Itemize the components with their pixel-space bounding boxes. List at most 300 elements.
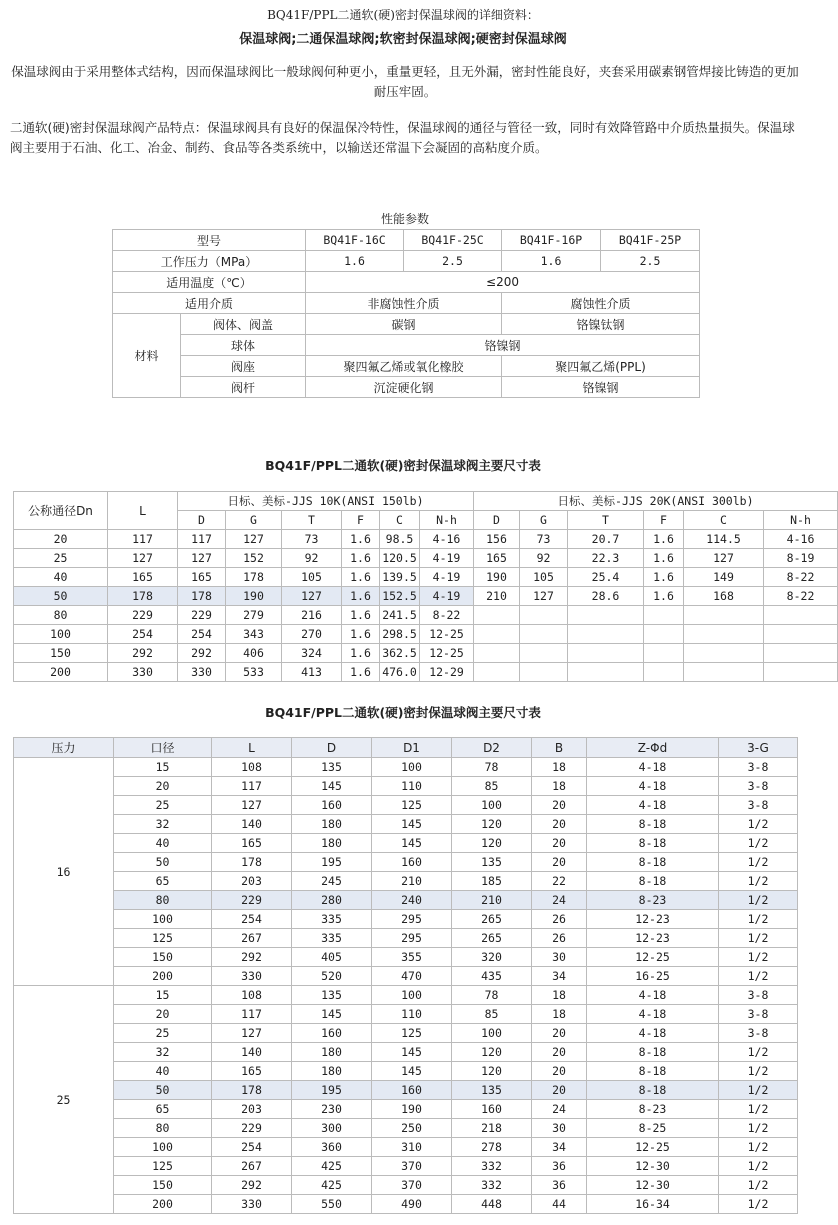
table-cell: 4-18	[587, 1005, 719, 1024]
table-cell: 160	[452, 1100, 532, 1119]
table-cell: 12-23	[587, 910, 719, 929]
table-cell	[568, 606, 644, 625]
table-cell: 1/2	[719, 910, 798, 929]
table-cell: 216	[282, 606, 342, 625]
table-cell: 20	[532, 815, 587, 834]
table-row	[14, 1195, 798, 1214]
table-cell: 4-18	[587, 1024, 719, 1043]
table-cell: 330	[178, 663, 226, 682]
table-cell: 200	[114, 1195, 212, 1214]
table-cell: 120	[452, 1043, 532, 1062]
table-cell: 12-25	[587, 1138, 719, 1157]
table-row	[14, 853, 798, 872]
table-cell: 150	[114, 1176, 212, 1195]
table-cell: 1/2	[719, 1176, 798, 1195]
medium-row	[113, 293, 700, 314]
table-cell: 92	[520, 549, 568, 568]
table-cell: 210	[372, 872, 452, 891]
medium-c: 非腐蚀性介质	[306, 293, 502, 314]
table-cell: 362.5	[380, 644, 420, 663]
table-cell: 490	[372, 1195, 452, 1214]
table-row	[14, 663, 838, 682]
table-cell: 292	[108, 644, 178, 663]
table-cell: 4-18	[587, 986, 719, 1005]
table-cell	[568, 663, 644, 682]
table-cell: 40	[14, 568, 108, 587]
table-cell: 18	[532, 986, 587, 1005]
table-row	[14, 910, 798, 929]
table-cell	[644, 625, 684, 644]
performance-caption: 性能参数	[380, 212, 429, 226]
temperature-row	[113, 272, 700, 293]
table-cell: 120	[452, 815, 532, 834]
table-cell: 139.5	[380, 568, 420, 587]
material-p: 聚四氟乙烯(PPL)	[502, 356, 700, 377]
pressure-cell: 2.5	[404, 251, 502, 272]
medium-p: 腐蚀性介质	[502, 293, 700, 314]
table-cell: 18	[532, 758, 587, 777]
table-cell	[684, 644, 764, 663]
table-cell: 1/2	[719, 1062, 798, 1081]
table-cell: 180	[292, 815, 372, 834]
table-cell: 100	[14, 625, 108, 644]
table-cell: 100	[114, 1138, 212, 1157]
table-row	[14, 1176, 798, 1195]
table-cell: 180	[292, 834, 372, 853]
table-cell: 1.6	[342, 663, 380, 682]
table-cell: 12-30	[587, 1176, 719, 1195]
table-cell: 165	[212, 834, 292, 853]
table-cell: 254	[108, 625, 178, 644]
group-header-10k: 日标、美标-JJS 10K(ANSI 150lb)	[178, 492, 474, 511]
table-cell: 300	[292, 1119, 372, 1138]
table-cell: 85	[452, 777, 532, 796]
table-cell: 120.5	[380, 549, 420, 568]
table-cell: 26	[532, 910, 587, 929]
table-row	[14, 967, 798, 986]
temperature-value: ≤200	[306, 272, 700, 293]
table-cell: 18	[532, 777, 587, 796]
table-cell: 254	[212, 1138, 292, 1157]
table-cell: 292	[212, 948, 292, 967]
table-row	[14, 948, 798, 967]
table-cell: 127	[212, 1024, 292, 1043]
table-cell: 117	[108, 530, 178, 549]
table-cell: 127	[684, 549, 764, 568]
column-header: N-h	[420, 511, 474, 530]
table-cell: 25	[14, 549, 108, 568]
table-cell: 320	[452, 948, 532, 967]
table-cell: 78	[452, 758, 532, 777]
table-cell: 180	[292, 1062, 372, 1081]
table-cell: 165	[108, 568, 178, 587]
table-cell: 1/2	[719, 929, 798, 948]
table-cell: 425	[292, 1176, 372, 1195]
table-cell: 8-22	[764, 568, 838, 587]
table-cell: 150	[114, 948, 212, 967]
table-cell: 229	[108, 606, 178, 625]
table-cell: 250	[372, 1119, 452, 1138]
table-cell: 100	[452, 1024, 532, 1043]
table-cell: 24	[532, 1100, 587, 1119]
table-cell: 100	[372, 758, 452, 777]
table-cell: 295	[372, 910, 452, 929]
table-cell: 1/2	[719, 1081, 798, 1100]
table-cell: 520	[292, 967, 372, 986]
table-cell: 160	[292, 1024, 372, 1043]
table-cell: 8-18	[587, 853, 719, 872]
column-header: T	[282, 511, 342, 530]
table-cell: 117	[212, 777, 292, 796]
table-cell: 1/2	[719, 967, 798, 986]
table-cell: 4-16	[764, 530, 838, 549]
table-cell	[520, 625, 568, 644]
table-cell: 4-19	[420, 587, 474, 606]
table-cell: 98.5	[380, 530, 420, 549]
table-cell: 240	[372, 891, 452, 910]
table-cell: 1/2	[719, 1043, 798, 1062]
table-cell: 3-8	[719, 796, 798, 815]
table-cell: 152	[226, 549, 282, 568]
table-cell: 280	[292, 891, 372, 910]
table-cell: 65	[114, 872, 212, 891]
table-cell	[764, 663, 838, 682]
table-cell: 20	[532, 1062, 587, 1081]
table-cell: 15	[114, 986, 212, 1005]
table-cell: 125	[114, 929, 212, 948]
table-cell: 3-8	[719, 1024, 798, 1043]
model-cell: BQ41F-25C	[404, 230, 502, 251]
table-cell: 4-16	[420, 530, 474, 549]
table-cell: 190	[372, 1100, 452, 1119]
table-cell: 533	[226, 663, 282, 682]
table-row	[14, 758, 798, 777]
table-cell: 1/2	[719, 1195, 798, 1214]
table-cell: 20	[114, 777, 212, 796]
dimension-table-1	[13, 491, 838, 682]
table-cell: 127	[212, 796, 292, 815]
table-row	[14, 777, 798, 796]
table-cell: 145	[292, 1005, 372, 1024]
column-header: G	[520, 511, 568, 530]
dim2-header-row	[14, 738, 798, 758]
table-cell: 145	[372, 1043, 452, 1062]
table-cell	[684, 663, 764, 682]
table-cell: 125	[114, 1157, 212, 1176]
table-cell: 1.6	[342, 644, 380, 663]
table-cell: 278	[452, 1138, 532, 1157]
table-cell: 40	[114, 834, 212, 853]
table-cell: 1/2	[719, 815, 798, 834]
table-cell: 1/2	[719, 891, 798, 910]
table-cell: 12-23	[587, 929, 719, 948]
column-header: G	[226, 511, 282, 530]
table-cell: 218	[452, 1119, 532, 1138]
table-cell: 332	[452, 1176, 532, 1195]
column-header: D	[292, 738, 372, 758]
table-cell: 8-23	[587, 891, 719, 910]
table-cell: 127	[282, 587, 342, 606]
table-row	[14, 1024, 798, 1043]
table-cell: 24	[532, 891, 587, 910]
table-cell: 360	[292, 1138, 372, 1157]
intro-paragraph: 保温球阀由于采用整体式结构，因而保温球阀比一般球阀何种更小，重量更轻，且无外漏，密封性能良好，夹套采用碳素钢管焊接比铸造的更加耐压牢固。	[11, 64, 799, 99]
table-cell: 476.0	[380, 663, 420, 682]
table-row	[14, 834, 798, 853]
table-cell: 229	[212, 1119, 292, 1138]
table-cell	[644, 644, 684, 663]
table-cell: 117	[212, 1005, 292, 1024]
table-cell: 40	[114, 1062, 212, 1081]
table-cell: 16-25	[587, 967, 719, 986]
table-cell	[520, 606, 568, 625]
table-cell: 335	[292, 929, 372, 948]
table-cell: 254	[212, 910, 292, 929]
table-cell: 149	[684, 568, 764, 587]
table-cell: 117	[178, 530, 226, 549]
table-cell: 85	[452, 1005, 532, 1024]
column-header: D	[474, 511, 520, 530]
table-cell: 343	[226, 625, 282, 644]
table-cell: 203	[212, 872, 292, 891]
table-cell: 3-8	[719, 986, 798, 1005]
table-row	[14, 606, 838, 625]
table-cell	[474, 644, 520, 663]
table-cell: 100	[452, 796, 532, 815]
table-cell: 425	[292, 1157, 372, 1176]
table-cell: 12-25	[420, 625, 474, 644]
column-header: C	[380, 511, 420, 530]
pressure-label: 工作压力（MPa）	[113, 251, 306, 272]
table-cell	[474, 625, 520, 644]
column-header: C	[684, 511, 764, 530]
table-cell: 8-18	[587, 834, 719, 853]
table-cell	[568, 625, 644, 644]
table-cell	[520, 663, 568, 682]
table-cell: 8-18	[587, 1062, 719, 1081]
table-cell: 370	[372, 1157, 452, 1176]
table-cell: 114.5	[684, 530, 764, 549]
table-cell	[644, 663, 684, 682]
table-cell: 1.6	[644, 530, 684, 549]
table-cell	[644, 606, 684, 625]
dim1-group-header-row	[14, 492, 838, 511]
table-cell: 127	[226, 530, 282, 549]
table-cell: 254	[178, 625, 226, 644]
table-cell: 8-18	[587, 1081, 719, 1100]
table-cell: 20.7	[568, 530, 644, 549]
table-cell: 152.5	[380, 587, 420, 606]
table-cell: 108	[212, 758, 292, 777]
material-part: 阀座	[181, 356, 306, 377]
table-cell: 3-8	[719, 758, 798, 777]
table-cell: 20	[532, 1081, 587, 1100]
table-cell: 127	[108, 549, 178, 568]
table-row	[14, 1119, 798, 1138]
table-cell: 203	[212, 1100, 292, 1119]
table-row	[14, 587, 838, 606]
document-title: BQ41F/PPL二通软(硬)密封保温球阀的详细资料：	[267, 8, 539, 22]
table-row	[14, 1062, 798, 1081]
material-label: 材料	[113, 314, 181, 398]
table-cell: 178	[226, 568, 282, 587]
table-cell: 50	[114, 853, 212, 872]
table-cell: 1/2	[719, 1157, 798, 1176]
table-cell: 36	[532, 1176, 587, 1195]
table-cell: 178	[212, 853, 292, 872]
table-cell: 435	[452, 967, 532, 986]
table-cell: 190	[226, 587, 282, 606]
table-cell: 1/2	[719, 872, 798, 891]
table-cell: 4-19	[420, 568, 474, 587]
table-cell: 80	[114, 1119, 212, 1138]
table-cell: 405	[292, 948, 372, 967]
table-cell: 135	[452, 1081, 532, 1100]
table-row	[14, 1157, 798, 1176]
table-row	[14, 625, 838, 644]
table-cell: 245	[292, 872, 372, 891]
group-header-20k: 日标、美标-JJS 20K(ANSI 300lb)	[474, 492, 838, 511]
table-cell: 8-22	[764, 587, 838, 606]
table-cell: 370	[372, 1176, 452, 1195]
table-cell: 210	[474, 587, 520, 606]
table-cell: 25	[114, 796, 212, 815]
material-part: 阀杆	[181, 377, 306, 398]
table-cell: 178	[178, 587, 226, 606]
table-cell: 267	[212, 1157, 292, 1176]
table-cell: 32	[114, 815, 212, 834]
table-cell: 470	[372, 967, 452, 986]
table-cell: 20	[532, 796, 587, 815]
table-cell: 330	[108, 663, 178, 682]
table-cell: 4-19	[420, 549, 474, 568]
table-cell: 32	[114, 1043, 212, 1062]
table-row	[14, 530, 838, 549]
table-cell: 279	[226, 606, 282, 625]
table-cell: 185	[452, 872, 532, 891]
table-cell: 448	[452, 1195, 532, 1214]
pressure-cell: 1.6	[306, 251, 404, 272]
table-cell: 1/2	[719, 948, 798, 967]
table-row	[14, 568, 838, 587]
table-cell	[764, 625, 838, 644]
table-cell: 108	[212, 986, 292, 1005]
table-cell: 1.6	[342, 625, 380, 644]
table-cell: 20	[532, 834, 587, 853]
table-cell: 34	[532, 967, 587, 986]
table-cell: 127	[520, 587, 568, 606]
table-cell: 1/2	[719, 853, 798, 872]
table-cell: 135	[292, 758, 372, 777]
table-cell: 1/2	[719, 1138, 798, 1157]
table-cell: 160	[372, 853, 452, 872]
material-p: 铬镍钢	[502, 377, 700, 398]
table-cell: 195	[292, 853, 372, 872]
table-cell: 36	[532, 1157, 587, 1176]
table-cell	[474, 606, 520, 625]
material-row	[113, 356, 700, 377]
table-cell: 180	[292, 1043, 372, 1062]
table-cell: 265	[452, 929, 532, 948]
model-label: 型号	[113, 230, 306, 251]
table-cell: 8-22	[420, 606, 474, 625]
model-cell: BQ41F-16P	[502, 230, 601, 251]
pressure-cell: 16	[14, 758, 114, 986]
table-cell: 265	[452, 910, 532, 929]
table-cell: 120	[452, 834, 532, 853]
pressure-cell: 25	[14, 986, 114, 1214]
pressure-cell: 2.5	[601, 251, 700, 272]
material-p: 铬镍钛钢	[502, 314, 700, 335]
table-row	[14, 1081, 798, 1100]
table-cell: 1.6	[342, 587, 380, 606]
column-header: B	[532, 738, 587, 758]
table-cell: 140	[212, 1043, 292, 1062]
table-cell: 355	[372, 948, 452, 967]
table-cell: 165	[212, 1062, 292, 1081]
table-cell: 20	[532, 1043, 587, 1062]
table-cell: 50	[14, 587, 108, 606]
table-cell: 550	[292, 1195, 372, 1214]
table-cell: 298.5	[380, 625, 420, 644]
material-part: 球体	[181, 335, 306, 356]
table-cell: 292	[178, 644, 226, 663]
table-cell: 1.6	[342, 606, 380, 625]
table-cell: 73	[282, 530, 342, 549]
table-cell: 1.6	[644, 549, 684, 568]
dn-header: 公称通径Dn	[14, 492, 108, 530]
table-cell: 4-18	[587, 758, 719, 777]
dimension-table-1-heading: BQ41F/PPL二通软(硬)密封保温球阀主要尺寸表	[265, 458, 541, 473]
column-header: Z-Φd	[587, 738, 719, 758]
table-cell: 3-8	[719, 777, 798, 796]
model-cell: BQ41F-16C	[306, 230, 404, 251]
column-header: F	[644, 511, 684, 530]
table-row	[14, 796, 798, 815]
table-cell: 4-18	[587, 777, 719, 796]
table-cell: 16-34	[587, 1195, 719, 1214]
table-row	[14, 549, 838, 568]
table-row	[14, 929, 798, 948]
material-row	[113, 377, 700, 398]
table-cell: 80	[114, 891, 212, 910]
table-cell: 30	[532, 1119, 587, 1138]
table-cell: 165	[474, 549, 520, 568]
table-row	[14, 644, 838, 663]
table-cell: 140	[212, 815, 292, 834]
table-cell: 26	[532, 929, 587, 948]
table-row	[14, 1100, 798, 1119]
table-cell: 44	[532, 1195, 587, 1214]
table-cell: 324	[282, 644, 342, 663]
features-paragraph: 二通软(硬)密封保温球阀产品特点：保温球阀具有良好的保温保冷特性，保温球阀的通径与管径一致，同时有效降管路中介质热量损失。保温球阀主要用于石油、化工、冶金、制药、食品等各类系统中，以输送还常温下会凝固的高粘度介质。	[10, 120, 795, 155]
table-cell: 100	[372, 986, 452, 1005]
table-cell: 145	[372, 834, 452, 853]
table-cell: 92	[282, 549, 342, 568]
table-cell	[474, 663, 520, 682]
model-cell: BQ41F-25P	[601, 230, 700, 251]
table-cell: 18	[532, 1005, 587, 1024]
table-cell: 25	[114, 1024, 212, 1043]
table-row	[14, 815, 798, 834]
table-cell: 25.4	[568, 568, 644, 587]
column-header: F	[342, 511, 380, 530]
table-row	[14, 1138, 798, 1157]
table-cell: 105	[520, 568, 568, 587]
model-row	[113, 230, 700, 251]
material-c: 沉淀硬化钢	[306, 377, 502, 398]
table-cell: 135	[292, 986, 372, 1005]
